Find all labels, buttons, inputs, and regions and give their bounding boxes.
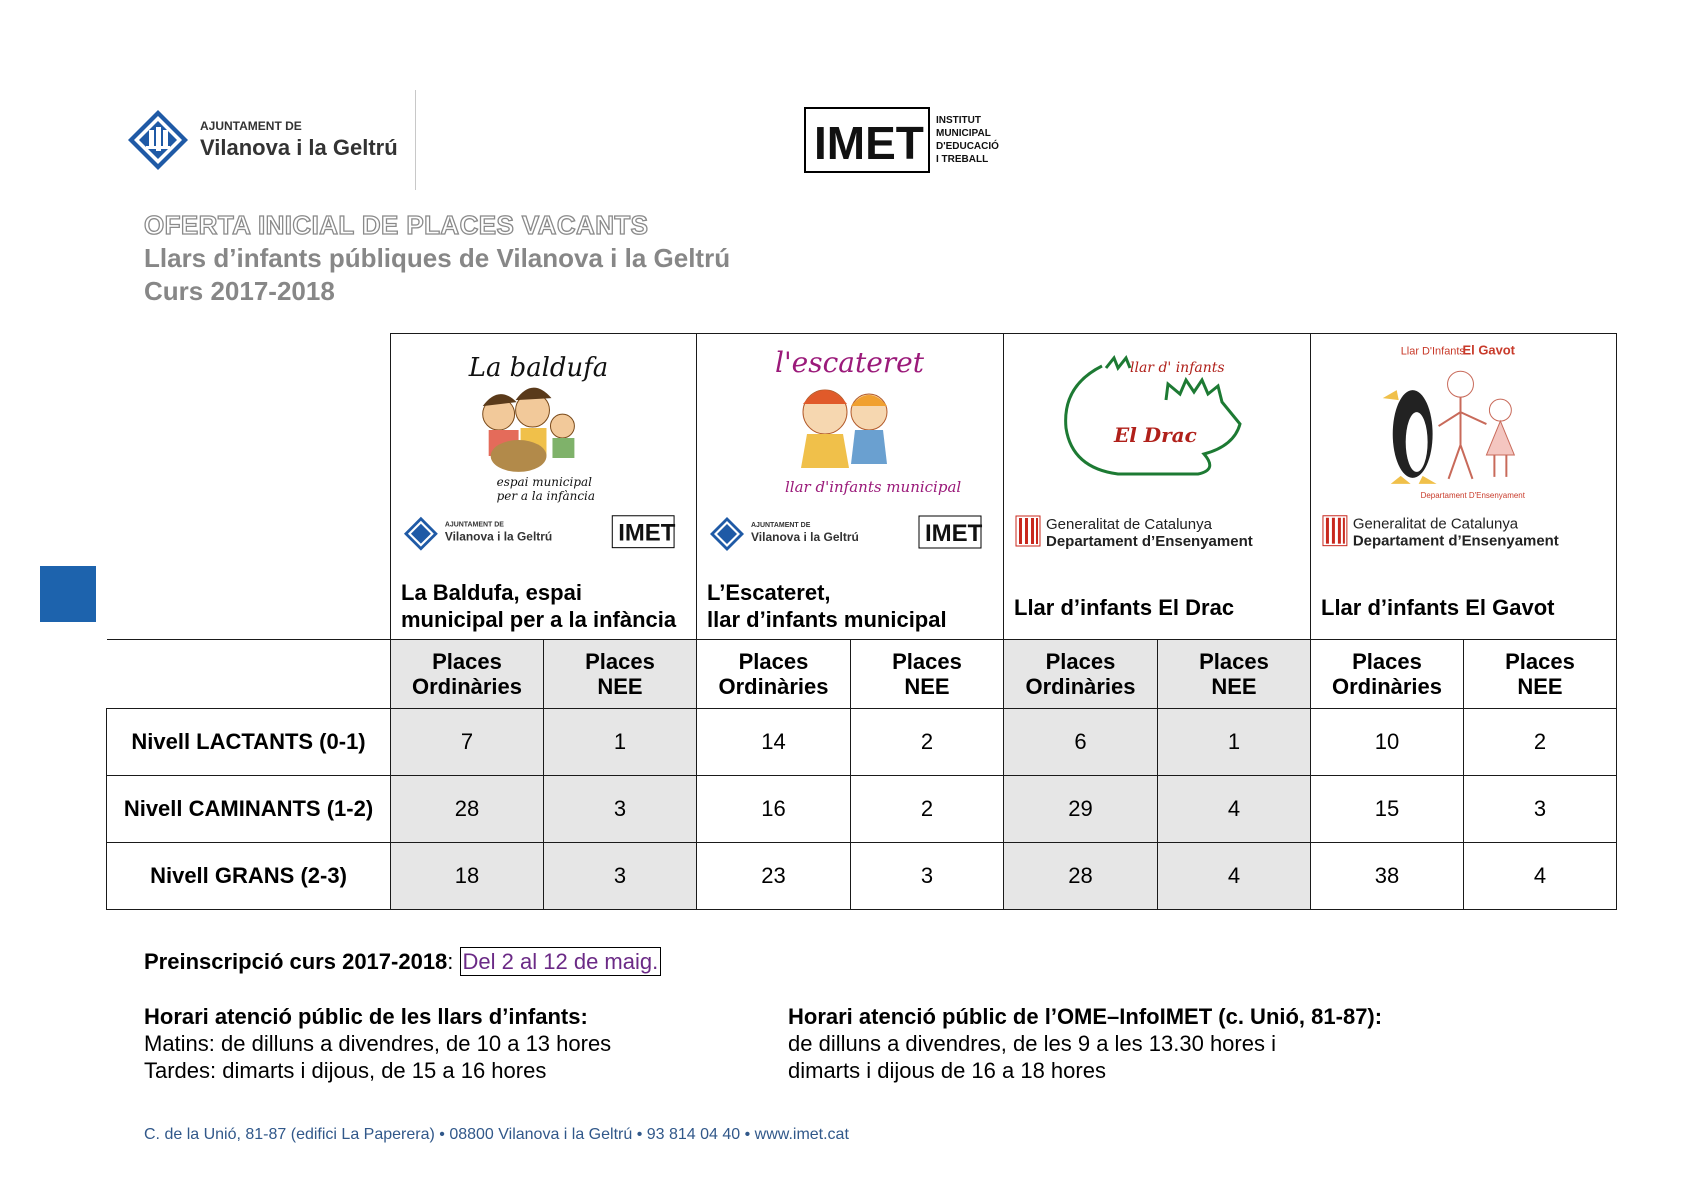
imet-line-3: D'EDUCACIÓ xyxy=(936,141,999,152)
table-cell: 29 xyxy=(1004,776,1158,843)
gavot-logo-title-bold: El Gavot xyxy=(1462,342,1515,358)
table-cell: 2 xyxy=(1464,709,1617,776)
gavot-logo xyxy=(1311,334,1616,554)
drac-org-big: Departament d’Ensenyament xyxy=(1046,533,1253,550)
children-illustration-icon xyxy=(801,390,887,468)
gavot-org-big: Departament d’Ensenyament xyxy=(1352,532,1559,550)
footer-address: C. de la Unió, 81-87 (edifici La Paperera) • 08800 Vilanova i la Geltrú • 93 814 04 40 • www.imet.cat xyxy=(144,1126,849,1143)
baldufa-caption-1: espai municipal xyxy=(496,474,592,489)
hours-line: de dilluns a divendres, de les 9 a les 13.30 hores i xyxy=(788,1031,1276,1056)
baldufa-caption-2: per a la infància xyxy=(496,488,595,503)
table-cell: 4 xyxy=(1158,843,1311,910)
row-label: Nivell GRANS (2-3) xyxy=(107,843,391,910)
gavot-logo-title: Llar D'Infants xyxy=(1400,345,1465,358)
table-row xyxy=(107,776,1617,843)
baldufa-org-small: AJUNTAMENT DE xyxy=(444,521,504,529)
center-name-line: llar d’infants municipal xyxy=(707,607,947,632)
preinscription-line xyxy=(144,948,661,975)
table-cell: 28 xyxy=(1004,843,1158,910)
preinscription-colon: : xyxy=(447,949,454,974)
baldufa-logo-title: La baldufa xyxy=(468,353,609,384)
row-label: Nivell LACTANTS (0-1) xyxy=(107,709,391,776)
title-subtitle: Llars d’infants públiques de Vilanova i la Geltrú xyxy=(144,243,731,273)
children-illustration-icon xyxy=(483,388,575,472)
center-header-drac xyxy=(1004,334,1311,640)
subheader-ordinaries: Places Ordinàries xyxy=(1311,640,1464,709)
baldufa-org-badge: IMET xyxy=(618,519,676,547)
center-header-escateret xyxy=(697,334,1004,640)
center-name-gavot: Llar d’infants El Gavot xyxy=(1321,595,1555,620)
table-cell: 7 xyxy=(391,709,544,776)
escateret-logo-title: l'escateret xyxy=(775,346,924,379)
center-name-line: municipal per a la infància xyxy=(401,607,677,632)
subheader-nee: Places NEE xyxy=(544,640,697,709)
baldufa-logo xyxy=(391,334,696,554)
table-cell: 16 xyxy=(697,776,851,843)
generalitat-emblem-icon xyxy=(1323,516,1347,546)
header-divider xyxy=(415,90,416,190)
preinscription-label: Preinscripció curs 2017-2018 xyxy=(144,949,448,974)
center-name-escateret xyxy=(707,579,947,633)
imet-line-1: INSTITUT xyxy=(936,115,981,126)
subheader-ordinaries: Places Ordinàries xyxy=(391,640,544,709)
center-header-baldufa xyxy=(391,334,697,640)
center-name-baldufa xyxy=(401,579,676,633)
subheader-nee: Places NEE xyxy=(851,640,1004,709)
decorative-blue-square xyxy=(40,566,96,622)
table-row xyxy=(107,843,1617,910)
subheader-nee: Places NEE xyxy=(1464,640,1617,709)
center-name-drac: Llar d’infants El Drac xyxy=(1014,595,1235,620)
imet-line-2: MUNICIPAL xyxy=(936,128,991,139)
title-offer: OFERTA INICIAL DE PLACES VACANTS xyxy=(144,210,649,240)
vacancies-table xyxy=(106,333,1617,910)
table-cell: 14 xyxy=(697,709,851,776)
gavot-caption: Departament D'Ensenyament xyxy=(1420,490,1525,500)
table-corner-2 xyxy=(107,640,391,709)
baldufa-org-big: Vilanova i la Geltrú xyxy=(444,529,553,544)
table-cell: 15 xyxy=(1311,776,1464,843)
table-cell: 3 xyxy=(1464,776,1617,843)
row-label: Nivell CAMINANTS (1-2) xyxy=(107,776,391,843)
table-cell: 3 xyxy=(544,843,697,910)
ajuntament-logo xyxy=(128,100,428,180)
table-cell: 10 xyxy=(1311,709,1464,776)
table-cell: 2 xyxy=(851,776,1004,843)
drac-logo xyxy=(1004,334,1310,554)
center-name-line: L’Escateret, xyxy=(707,580,831,605)
table-cell: 4 xyxy=(1158,776,1311,843)
ajuntament-big-text: Vilanova i la Geltrú xyxy=(200,135,398,160)
table-corner xyxy=(107,334,391,640)
ajuntament-small-text: AJUNTAMENT DE xyxy=(200,119,302,133)
hours-line: dimarts i dijous de 16 a 18 hores xyxy=(788,1058,1106,1083)
drac-caption: El Drac xyxy=(1114,423,1197,447)
opening-hours-ome xyxy=(788,1003,1382,1084)
table-cell: 4 xyxy=(1464,843,1617,910)
generalitat-emblem-icon xyxy=(1016,516,1040,546)
drac-org-small: Generalitat de Catalunya xyxy=(1046,516,1212,533)
imet-logo-text: IMET xyxy=(814,117,924,169)
subheader-nee: Places NEE xyxy=(1158,640,1311,709)
table-cell: 1 xyxy=(544,709,697,776)
ajuntament-small-emblem-icon xyxy=(710,517,744,551)
drac-logo-title: llar d' infants xyxy=(1130,360,1225,376)
center-header-gavot xyxy=(1311,334,1617,640)
escateret-org-badge: IMET xyxy=(925,520,983,547)
escateret-org-big: Vilanova i la Geltrú xyxy=(751,530,859,544)
ajuntament-emblem-icon xyxy=(128,110,188,170)
imet-line-4: I TREBALL xyxy=(936,154,989,165)
center-name-line: La Baldufa, espai xyxy=(401,580,582,605)
escateret-org-small: AJUNTAMENT DE xyxy=(751,522,811,529)
imet-logo xyxy=(804,107,1024,173)
title-course: Curs 2017-2018 xyxy=(144,276,335,306)
table-cell: 6 xyxy=(1004,709,1158,776)
hours-title: Horari atenció públic de l’OME–InfoIMET (c. Unió, 81-87): xyxy=(788,1004,1383,1029)
hours-line: Matins: de dilluns a divendres, de 10 a 13 hores xyxy=(144,1031,612,1056)
table-cell: 18 xyxy=(391,843,544,910)
dragon-outline-icon xyxy=(1066,366,1240,474)
escateret-logo xyxy=(697,334,1003,554)
ajuntament-small-emblem-icon xyxy=(404,517,438,551)
table-cell: 23 xyxy=(697,843,851,910)
gavot-org-small: Generalitat de Catalunya xyxy=(1352,515,1519,533)
table-cell: 3 xyxy=(544,776,697,843)
subheader-ordinaries: Places Ordinàries xyxy=(1004,640,1158,709)
table-cell: 28 xyxy=(391,776,544,843)
opening-hours-nurseries xyxy=(144,1003,611,1084)
table-cell: 2 xyxy=(851,709,1004,776)
table-cell: 3 xyxy=(851,843,1004,910)
hours-title: Horari atenció públic de les llars d’infants: xyxy=(144,1004,588,1029)
hours-line: Tardes: dimarts i dijous, de 15 a 16 hores xyxy=(144,1058,547,1083)
table-cell: 1 xyxy=(1158,709,1311,776)
penguin-and-children-icon xyxy=(1383,371,1515,484)
table-cell: 38 xyxy=(1311,843,1464,910)
table-row xyxy=(107,709,1617,776)
preinscription-dates-link[interactable]: Del 2 al 12 de maig. xyxy=(460,947,662,976)
escateret-caption: llar d'infants municipal xyxy=(785,478,962,496)
subheader-ordinaries: Places Ordinàries xyxy=(697,640,851,709)
